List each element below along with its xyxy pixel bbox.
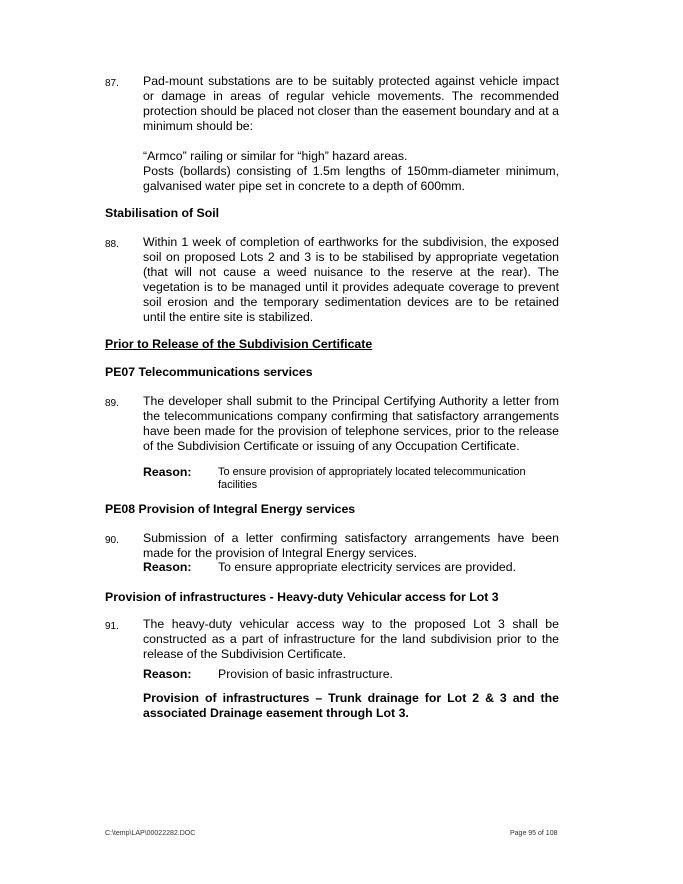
item-number-90: 90. bbox=[105, 535, 119, 546]
item-text-90: Submission of a letter confirming satisfactory arrangements have been made for the provision of Integral Energy services. bbox=[143, 531, 559, 560]
heading-pe08: PE08 Provision of Integral Energy services bbox=[105, 502, 356, 516]
item-number-89: 89. bbox=[105, 398, 119, 409]
item-text-91: The heavy-duty vehicular access way to the proposed Lot 3 shall be constructed as a part of infrastructure for the land subdivision prior to the release of the Subdivision Certificate. bbox=[143, 617, 559, 661]
heading-infra-access: Provision of infrastructures - Heavy-duty Vehicular access for Lot 3 bbox=[105, 590, 499, 604]
heading-prior-release: Prior to Release of the Subdivision Certificate bbox=[105, 337, 373, 351]
reason-text-91: Provision of basic infrastructure. bbox=[218, 667, 393, 681]
item-text-89: The developer shall submit to the Principal Certifying Authority a letter from the telecommunications company confirming that satisfactory arrangements have been made for the provision of telephone services, prior to the release of the Subdivision Certificate or issuing of any Occupation Certificate. bbox=[143, 394, 559, 453]
item-87-posts-line: Posts (bollards) consisting of 1.5m lengths of 150mm-diameter minimum, galvanised water pipe set in concrete to a depth of 600mm. bbox=[143, 164, 559, 193]
reason-text-89: To ensure provision of appropriately located telecommunication facilities bbox=[218, 466, 526, 491]
heading-stabilisation: Stabilisation of Soil bbox=[105, 206, 220, 220]
heading-infra-drainage: Provision of infrastructures – Trunk drainage for Lot 2 & 3 and the associated Drainage easement through Lot 3. bbox=[143, 691, 559, 720]
reason-text-90: To ensure appropriate electricity services are provided. bbox=[218, 560, 517, 574]
reason-label-89: Reason: bbox=[143, 465, 192, 479]
footer-page-number: Page 95 of 108 bbox=[510, 830, 558, 837]
reason-label-90: Reason: bbox=[143, 560, 192, 574]
item-number-88: 88. bbox=[105, 239, 119, 250]
item-87-paragraph: Pad-mount substations are to be suitably protected against vehicle impact or damage in areas of regular vehicle movements. The recommended protection should be placed not closer than the easement boundary and at a minimum should be: bbox=[143, 74, 559, 133]
heading-pe07: PE07 Telecommunications services bbox=[105, 365, 313, 379]
item-87-armco-line: “Armco” railing or similar for “high” hazard areas. bbox=[143, 149, 408, 163]
reason-label-91: Reason: bbox=[143, 667, 192, 681]
item-text-88: Within 1 week of completion of earthworks for the subdivision, the exposed soil on proposed Lots 2 and 3 is to be stabilised by appropriate vegetation (that will not cause a weed nuisance to the reserve at the rear). The vegetation is to be managed until it provides adequate coverage to prevent soil erosion and the temporary sedimentation devices are to be retained until the entire site is stabilized. bbox=[143, 235, 559, 324]
item-text-87 bbox=[143, 74, 559, 194]
item-number-87: 87. bbox=[105, 78, 119, 89]
item-number-91: 91. bbox=[105, 621, 119, 632]
footer-file-path: C:\temp\LAP\00022282.DOC bbox=[105, 830, 196, 837]
